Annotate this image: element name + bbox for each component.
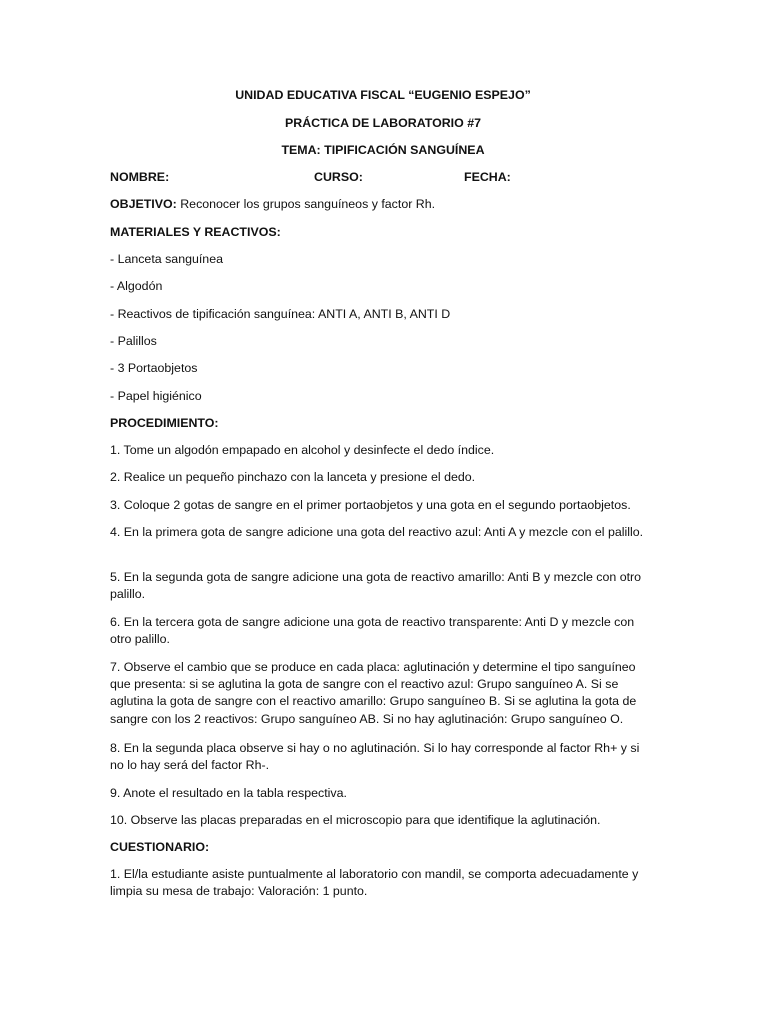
questionnaire-item: 1. El/la estudiante asiste puntualmente al laboratorio con mandil, se comporta adecuadamente y limpia su mesa de trabajo: Valoración: 1 punto. — [110, 867, 639, 899]
questionnaire-heading: CUESTIONARIO: — [110, 840, 210, 854]
procedure-step: 8. En la segunda placa observe si hay o no aglutinación. Si lo hay corresponde al factor Rh+ y si no lo hay será del factor Rh-. — [110, 741, 640, 773]
objective-line — [110, 196, 656, 213]
procedure-heading: PROCEDIMIENTO: — [110, 416, 219, 430]
fecha-label: FECHA: — [464, 170, 511, 184]
procedure-step: 2. Realice un pequeño pinchazo con la lanceta y presione el dedo. — [110, 470, 476, 484]
practice-title: PRÁCTICA DE LABORATORIO #7 — [285, 116, 481, 130]
curso-label: CURSO: — [314, 170, 363, 184]
procedure-step: 3. Coloque 2 gotas de sangre en el primer portaobjetos y una gota en el segundo portaobjetos. — [110, 498, 631, 512]
procedure-step: 10. Observe las placas preparadas en el microscopio para que identifique la aglutinación. — [110, 813, 601, 827]
material-item: - Palillos — [110, 334, 157, 348]
school-title: UNIDAD EDUCATIVA FISCAL “EUGENIO ESPEJO” — [235, 88, 531, 102]
materials-heading: MATERIALES Y REACTIVOS: — [110, 225, 281, 239]
material-item: - 3 Portaobjetos — [110, 361, 198, 375]
material-item: - Reactivos de tipificación sanguínea: ANTI A, ANTI B, ANTI D — [110, 307, 451, 321]
material-item: - Papel higiénico — [110, 389, 202, 403]
objective-label: OBJETIVO: — [110, 197, 177, 211]
procedure-step: 1. Tome un algodón empapado en alcohol y desinfecte el dedo índice. — [110, 443, 495, 457]
material-item: - Algodón — [110, 279, 163, 293]
procedure-step: 7. Observe el cambio que se produce en cada placa: aglutinación y determine el tipo sanguíneo que presenta: si se aglutina la gota de sangre con el reactivo azul: Grupo sanguíneo A. Si se aglutina la gota de sangre con el reactivo amarillo: Grupo sanguíneo B. Si se aglutina la gota de sangre con los 2 reactivos: Grupo sanguíneo AB. Si no hay aglutinación: Grupo sanguíneo O. — [110, 660, 637, 726]
procedure-step: 6. En la tercera gota de sangre adicione una gota de reactivo transparente: Anti D y mezcle con otro palillo. — [110, 615, 635, 647]
topic-title: TEMA: TIPIFICACIÓN SANGUÍNEA — [281, 143, 485, 157]
nombre-label: NOMBRE: — [110, 170, 170, 184]
procedure-step: 5. En la segunda gota de sangre adicione una gota de reactivo amarillo: Anti B y mezcle con otro palillo. — [110, 570, 642, 602]
material-item: - Lanceta sanguínea — [110, 252, 223, 266]
objective-text: Reconocer los grupos sanguíneos y factor Rh. — [176, 197, 436, 211]
procedure-step: 4. En la primera gota de sangre adicione una gota del reactivo azul: Anti A y mezcle con el palillo. — [110, 525, 644, 539]
procedure-step: 9. Anote el resultado en la tabla respectiva. — [110, 786, 347, 800]
